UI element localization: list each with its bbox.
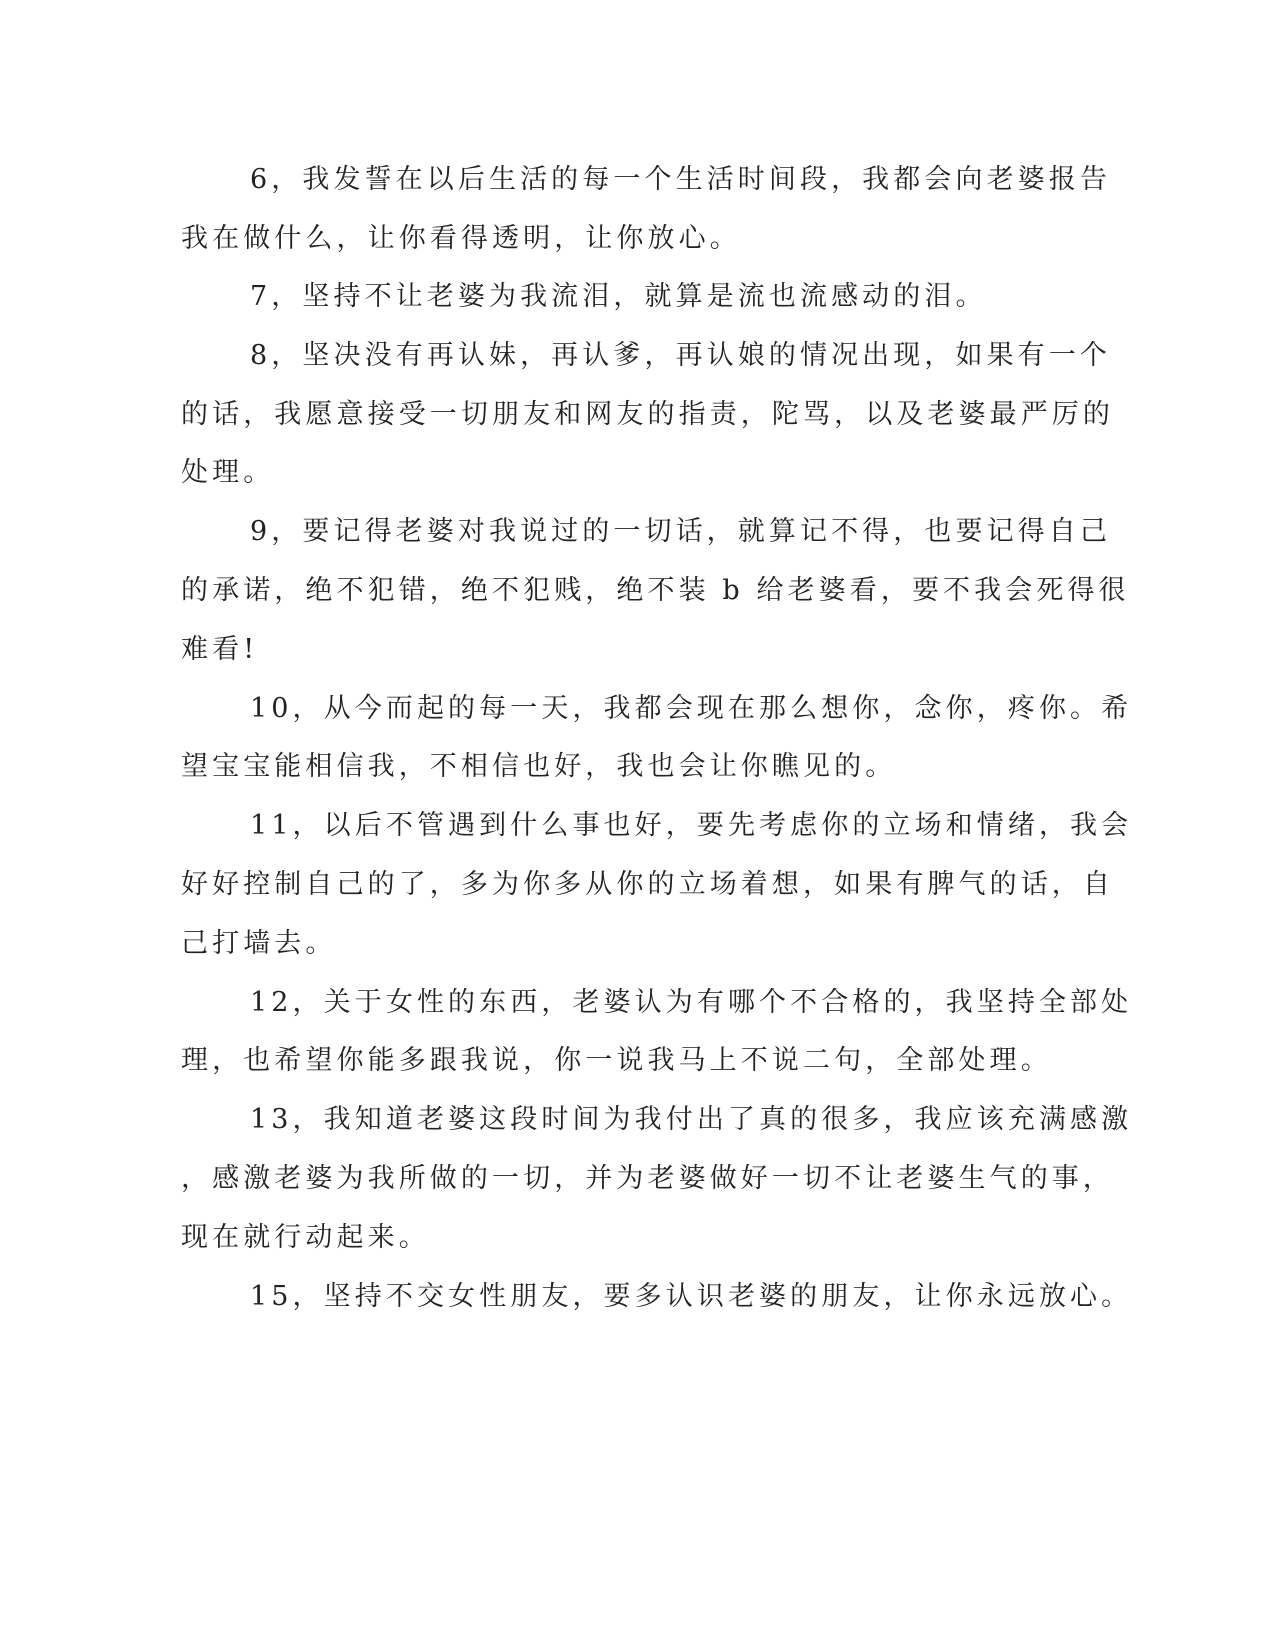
text-line: 8，坚决没有再认妹，再认爹，再认娘的情况出现，如果有一个 bbox=[250, 340, 1111, 371]
text-line: 的承诺，绝不犯错，绝不犯贱，绝不装 b 给老婆看，要不我会死得很 bbox=[181, 575, 1130, 606]
text-line: 好好控制自己的了，多为你多从你的立场着想，如果有脾气的话，自 bbox=[181, 869, 1114, 900]
text-line: 15，坚持不交女性朋友，要多认识老婆的朋友，让你永远放心。 bbox=[250, 1281, 1133, 1312]
text-line: 7，坚持不让老婆为我流泪，就算是流也流感动的泪。 bbox=[250, 281, 987, 312]
text-line: ，感激老婆为我所做的一切，并为老婆做好一切不让老婆生气的事， bbox=[181, 1163, 1114, 1194]
text-line: 13，我知道老婆这段时间为我付出了真的很多，我应该充满感激 bbox=[250, 1104, 1133, 1135]
text-line: 9，要记得老婆对我说过的一切话，就算记不得，也要记得自己 bbox=[250, 516, 1111, 547]
text-line: 己打墙去。 bbox=[181, 928, 337, 959]
text-line: 12，关于女性的东西，老婆认为有哪个不合格的，我坚持全部处 bbox=[250, 987, 1133, 1018]
text-line: 理，也希望你能多跟我说，你一说我马上不说二句，全部处理。 bbox=[181, 1045, 1052, 1076]
text-line: 现在就行动起来。 bbox=[181, 1222, 430, 1253]
text-line: 难看! bbox=[181, 634, 259, 665]
text-line: 10，从今而起的每一天，我都会现在那么想你，念你，疼你。希 bbox=[250, 693, 1133, 724]
text-line: 望宝宝能相信我，不相信也好，我也会让你瞧见的。 bbox=[181, 751, 897, 782]
text-line: 处理。 bbox=[181, 457, 275, 488]
text-line: 11，以后不管遇到什么事也好，要先考虑你的立场和情绪，我会 bbox=[250, 810, 1133, 841]
text-line: 我在做什么，让你看得透明，让你放心。 bbox=[181, 223, 741, 254]
text-line: 6，我发誓在以后生活的每一个生活时间段，我都会向老婆报告 bbox=[250, 164, 1111, 195]
text-line: 的话，我愿意接受一切朋友和网友的指责，陀骂，以及老婆最严厉的 bbox=[181, 399, 1114, 430]
